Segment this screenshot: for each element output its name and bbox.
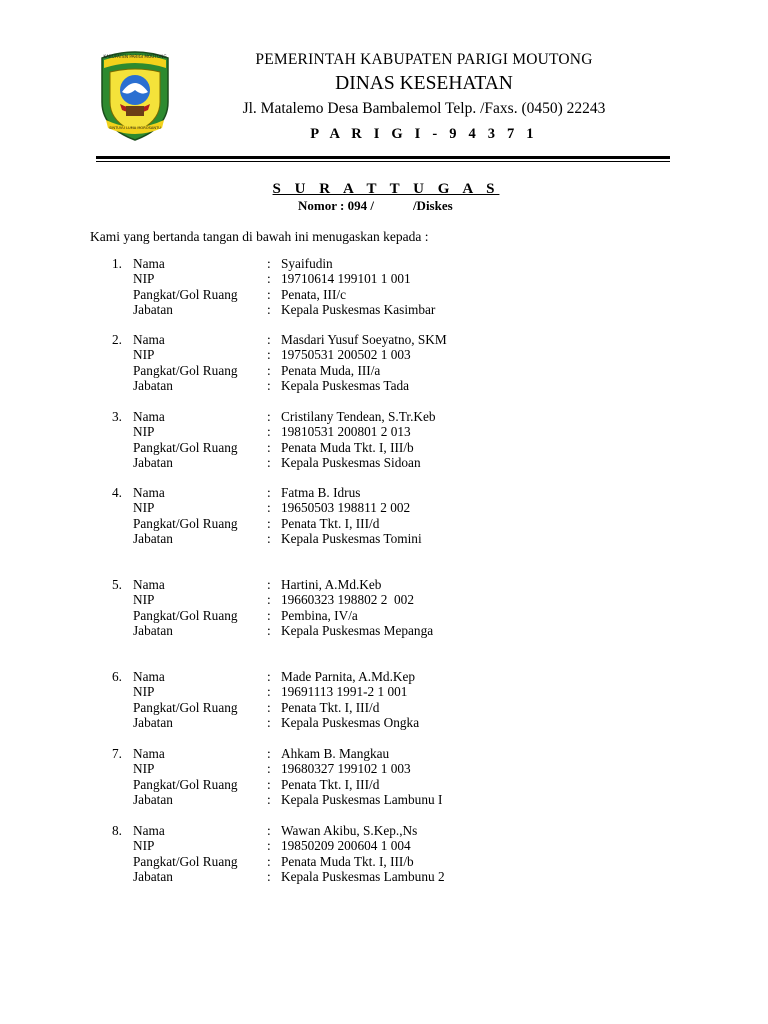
field-colon: : [267,791,271,807]
field-label-rank: Pangkat/Gol Ruang [133,286,238,302]
field-label-nip: NIP [133,838,155,854]
field-label-rank: Pangkat/Gol Ruang [133,362,238,378]
entry-row-rank [0,516,768,531]
field-value-rank: Pembina, IV/a [281,607,358,623]
field-colon: : [267,377,271,393]
entry-row-position [0,302,768,317]
field-colon: : [267,577,271,592]
city-postcode: P A R I G I - 9 4 3 7 1 [310,126,538,142]
field-label-rank: Pangkat/Gol Ruang [133,853,238,869]
field-label-nip: NIP [133,271,155,287]
field-label-rank: Pangkat/Gol Ruang [133,439,238,455]
field-label-position: Jabatan [133,377,173,393]
field-label-name: Nama [133,485,165,500]
entry-row-name [0,669,768,684]
field-value-name: Wawan Akibu, S.Kep.,Ns [281,823,418,838]
field-label-position: Jabatan [133,622,173,638]
entry-row-rank [0,854,768,869]
field-label-nip: NIP [133,684,155,700]
assignee-entry [0,485,768,546]
department-name: DINAS KESEHATAN [335,73,513,94]
field-value-name: Ahkam B. Mangkau [281,746,390,761]
field-colon: : [267,868,271,884]
field-colon: : [267,286,271,302]
field-colon: : [267,332,271,347]
field-value-rank: Penata Muda, III/a [281,362,381,378]
header-rule-thick [96,156,670,159]
entry-row-position [0,378,768,393]
field-colon: : [267,485,271,500]
entry-row-position [0,869,768,884]
entry-row-name [0,409,768,424]
header-rule-thin [96,161,670,162]
field-label-nip: NIP [133,500,155,516]
field-label-nip: NIP [133,424,155,440]
field-value-position: Kepala Puskesmas Mepanga [281,622,434,638]
entry-row-rank [0,700,768,715]
field-colon: : [267,256,271,271]
entry-row-rank [0,608,768,623]
field-value-name: Fatma B. Idrus [281,485,361,500]
field-label-nip: NIP [133,347,155,363]
field-colon: : [267,301,271,317]
entry-row-nip [0,271,768,286]
entry-row-name [0,485,768,500]
entry-row-name [0,823,768,838]
entry-row-nip [0,761,768,776]
office-address: Jl. Matalemo Desa Bambalemol Telp. /Faxs. (0450) 22243 [242,100,606,117]
field-value-name: Cristilany Tendean, S.Tr.Keb [281,409,436,424]
field-label-position: Jabatan [133,301,173,317]
regency-emblem-icon [96,44,174,142]
field-colon: : [267,439,271,455]
entry-row-nip [0,424,768,439]
field-label-nip: NIP [133,761,155,777]
field-label-rank: Pangkat/Gol Ruang [133,776,238,792]
field-value-name: Made Parnita, A.Md.Kep [281,669,416,684]
entry-row-name [0,332,768,347]
field-label-position: Jabatan [133,868,173,884]
field-colon: : [267,424,271,440]
emblem-top-text: KABUPATEN PARIGI MOUTONG [103,54,167,59]
field-value-rank: Penata Tkt. I, III/d [281,776,380,792]
field-label-nip: NIP [133,592,155,608]
entry-row-nip [0,500,768,515]
field-value-name: Masdari Yusuf Soeyatno, SKM [281,332,447,347]
field-value-rank: Penata Tkt. I, III/d [281,515,380,531]
entry-row-nip [0,592,768,607]
entry-row-position [0,531,768,546]
assignee-entry [0,332,768,393]
letter-title [0,180,768,198]
entry-row-nip [0,684,768,699]
field-value-nip: 19850209 200604 1 004 [281,838,411,854]
field-colon: : [267,823,271,838]
entry-row-nip [0,838,768,853]
emblem-bottom-text: SINTUVU LUMA MOROSANTU [109,126,161,130]
field-colon: : [267,838,271,854]
entry-number: 8. [112,823,122,838]
field-colon: : [267,776,271,792]
field-label-name: Nama [133,577,165,592]
entry-row-name [0,256,768,271]
field-colon: : [267,500,271,516]
field-label-position: Jabatan [133,714,173,730]
field-colon: : [267,530,271,546]
entry-row-position [0,792,768,807]
organization-name: PEMERINTAH KABUPATEN PARIGI MOUTONG [255,51,593,68]
entry-row-position [0,715,768,730]
field-value-position: Kepala Puskesmas Kasimbar [281,301,436,317]
field-value-position: Kepala Puskesmas Lambunu I [281,791,443,807]
field-colon: : [267,347,271,363]
letterhead-text [200,50,648,146]
entry-number: 5. [112,577,122,592]
field-colon: : [267,761,271,777]
field-label-rank: Pangkat/Gol Ruang [133,515,238,531]
field-value-nip: 19691113 1991-2 1 001 [281,684,408,700]
field-label-position: Jabatan [133,454,173,470]
field-colon: : [267,271,271,287]
entry-number: 3. [112,409,122,424]
field-value-nip: 19680327 199102 1 003 [281,761,411,777]
entry-row-name [0,577,768,592]
field-label-name: Nama [133,409,165,424]
field-label-rank: Pangkat/Gol Ruang [133,607,238,623]
field-colon: : [267,409,271,424]
letter-number: Nomor : 094 / /Diskes [298,198,453,213]
entry-row-nip [0,347,768,362]
field-value-rank: Penata Muda Tkt. I, III/b [281,853,414,869]
field-label-name: Nama [133,823,165,838]
entry-number: 4. [112,485,122,500]
field-label-name: Nama [133,256,165,271]
assignee-entry [0,577,768,638]
entry-number: 6. [112,669,122,684]
letterhead [0,0,768,170]
intro-text: Kami yang bertanda tangan di bawah ini menugaskan kepada : [90,229,429,244]
field-label-position: Jabatan [133,791,173,807]
entry-row-rank [0,440,768,455]
field-value-position: Kepala Puskesmas Lambunu 2 [281,868,445,884]
field-value-nip: 19660323 198802 2 002 [281,592,414,608]
field-colon: : [267,607,271,623]
entry-row-position [0,455,768,470]
field-colon: : [267,515,271,531]
field-label-position: Jabatan [133,530,173,546]
entry-row-rank [0,363,768,378]
field-value-name: Hartini, A.Md.Keb [281,577,382,592]
field-value-rank: Penata, III/c [281,286,346,302]
field-colon: : [267,592,271,608]
entry-number: 2. [112,332,122,347]
field-value-rank: Penata Tkt. I, III/d [281,699,380,715]
assignee-entry [0,823,768,884]
entry-number: 7. [112,746,122,761]
field-value-rank: Penata Muda Tkt. I, III/b [281,439,414,455]
field-colon: : [267,714,271,730]
field-value-nip: 19650503 198811 2 002 [281,500,411,516]
entry-row-rank [0,287,768,302]
field-colon: : [267,669,271,684]
field-label-name: Nama [133,332,165,347]
field-colon: : [267,699,271,715]
field-colon: : [267,746,271,761]
field-colon: : [267,362,271,378]
field-label-name: Nama [133,746,165,761]
field-label-name: Nama [133,669,165,684]
field-colon: : [267,684,271,700]
field-value-nip: 19710614 199101 1 001 [281,271,411,287]
entry-row-position [0,623,768,638]
assignee-entry [0,669,768,730]
field-colon: : [267,454,271,470]
field-value-position: Kepala Puskesmas Ongka [281,714,420,730]
field-value-nip: 19750531 200502 1 003 [281,347,411,363]
entry-row-rank [0,777,768,792]
title-main: S U R A T T U G A S [272,181,500,197]
field-value-position: Kepala Puskesmas Sidoan [281,454,421,470]
field-value-position: Kepala Puskesmas Tada [281,377,410,393]
field-value-name: Syaifudin [281,256,333,271]
field-value-position: Kepala Puskesmas Tomini [281,530,422,546]
field-colon: : [267,622,271,638]
assignee-entry [0,256,768,317]
entry-number: 1. [112,256,122,271]
field-label-rank: Pangkat/Gol Ruang [133,699,238,715]
field-value-nip: 19810531 200801 2 013 [281,424,411,440]
assignee-entry [0,409,768,470]
field-colon: : [267,853,271,869]
entry-row-name [0,746,768,761]
assignee-entry [0,746,768,807]
